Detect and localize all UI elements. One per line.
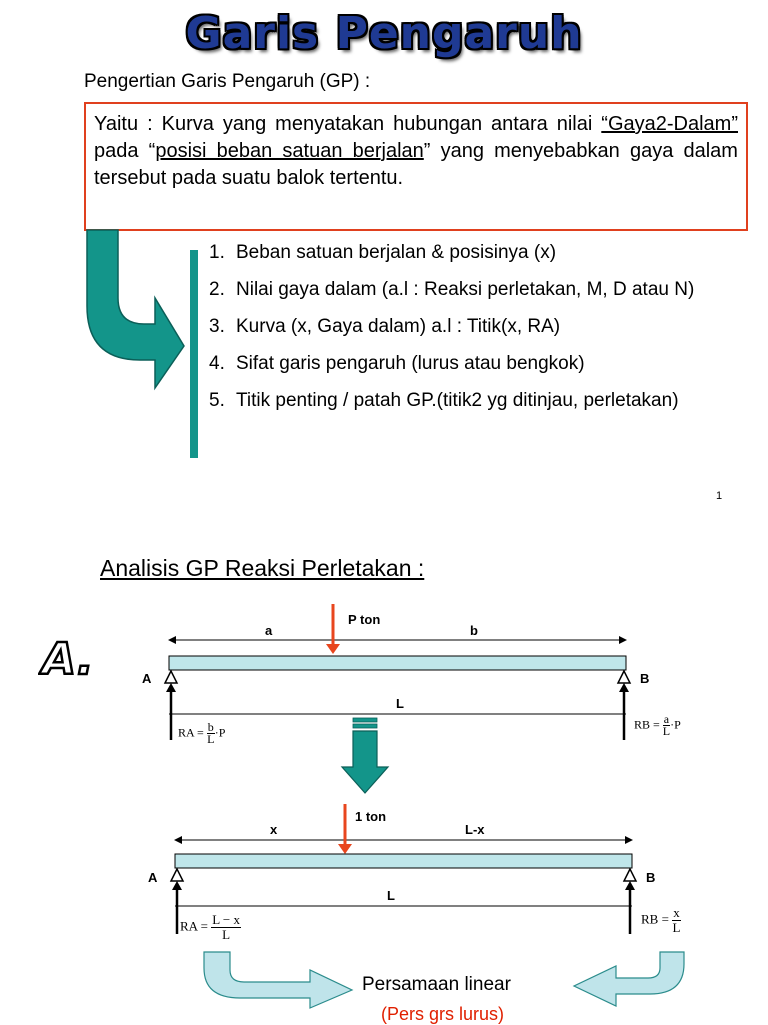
list-item <box>209 351 729 376</box>
list-item-text: Titik penting / patah GP.(titik2 yg ditinjau, perletakan) <box>236 390 679 411</box>
rb-formula-2: RB = $\frac{x}{L}$ <box>641 905 681 935</box>
linear-equation-note: (Pers grs lurus) <box>381 1004 505 1024</box>
dim-label-b: b <box>470 623 478 638</box>
list-item-number: 1. <box>209 242 225 263</box>
list-item <box>209 314 729 339</box>
definition-box <box>84 102 748 231</box>
list-item-text: Kurva (x, Gaya dalam) a.l : Titik(x, RA) <box>236 316 561 337</box>
page-title: Garis Pengaruh <box>185 8 583 59</box>
load-arrow-head <box>338 844 352 854</box>
support-label-b: B <box>646 870 656 885</box>
curved-arrow-right-icon <box>570 950 690 1010</box>
support-left-icon <box>165 671 177 683</box>
support-right-icon <box>624 869 636 881</box>
analysis-heading: Analisis GP Reaksi Perletakan : <box>100 555 425 581</box>
list-item-text: Sifat garis pengaruh (lurus atau bengkok) <box>236 353 585 374</box>
definition-suffix: yang menyebabkan gaya dalam tersebut pada suatu balok tertentu. <box>94 140 738 189</box>
support-right-icon <box>618 671 630 683</box>
linear-equation-label: Persamaan linear <box>362 974 511 995</box>
list-item <box>209 240 729 265</box>
list-item-number: 4. <box>209 353 225 374</box>
definition-quote-open: “ <box>148 140 156 162</box>
definition-term-2: posisi beban satuan berjalan <box>155 140 424 162</box>
dim-label-a: a <box>265 623 273 638</box>
definition-prefix: Yaitu : Kurva yang menyatakan hubungan antara nilai <box>94 113 602 135</box>
span-label: L <box>387 888 395 903</box>
support-left-icon <box>171 869 183 881</box>
dim-label-lx: L-x <box>465 822 485 837</box>
ra-formula-2: RA = $\frac{L - x}{L}$ <box>180 912 240 942</box>
list-item-text: Nilai gaya dalam (a.l : Reaksi perletakan, M, D atau N) <box>236 279 695 300</box>
list-item <box>209 388 729 413</box>
subtitle: Pengertian Garis Pengaruh (GP) : <box>84 71 371 92</box>
list-item-number: 3. <box>209 316 225 337</box>
list-item-text: Beban satuan berjalan & posisinya (x) <box>236 242 557 263</box>
page-number: 1 <box>716 490 723 502</box>
rb-formula-1: RB = $\frac{a}{L}$ ·P <box>634 712 681 738</box>
support-label-a: A <box>142 671 152 686</box>
span-label: L <box>396 696 404 711</box>
list-item <box>209 277 729 302</box>
definition-quote-close: ” <box>423 140 431 162</box>
dim-label-x: x <box>270 822 278 837</box>
ra-formula-1: RA = $\frac{b}{L}$ ·P <box>178 720 226 746</box>
beam <box>169 656 626 670</box>
curved-arrow-icon <box>80 228 210 468</box>
load-label: P ton <box>348 612 381 627</box>
curved-arrow-left-icon <box>200 950 360 1010</box>
definition-mid: pada <box>94 140 149 162</box>
support-label-a: A <box>148 870 158 885</box>
beam <box>175 854 632 868</box>
list-item-number: 2. <box>209 279 225 300</box>
load-label: 1 ton <box>355 809 387 824</box>
support-label-b: B <box>640 671 650 686</box>
load-arrow-head <box>326 644 340 654</box>
down-arrow-icon <box>340 717 390 795</box>
vertical-bar <box>190 250 198 458</box>
definition-term-1: “Gaya2-Dalam” <box>601 113 738 135</box>
section-letter <box>38 632 98 684</box>
criteria-list <box>209 240 729 425</box>
list-item-number: 5. <box>209 390 225 411</box>
svg-text:A.: A. <box>42 634 94 684</box>
